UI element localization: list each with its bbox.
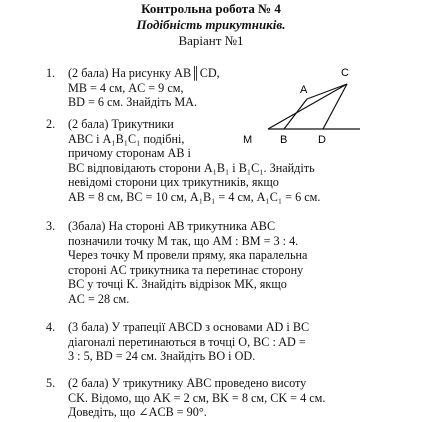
label-m: M <box>243 134 253 146</box>
task-line: (3бала) На стороні AB трикутника ABC <box>68 219 276 233</box>
label-d: D <box>318 134 326 146</box>
task-1 <box>46 66 258 110</box>
label-c: C <box>341 67 349 79</box>
task-line: Через точку M провели пряму, яка паралельна <box>68 248 308 263</box>
task-line: (2 бала) У трикутнику ABC проведено висоту <box>68 376 307 390</box>
task-line: (2 бала) На рисунку AB║CD, <box>68 66 220 80</box>
task-line: BC відповідають сторони A₁B₁ і B₁C₁. Знайдіть <box>68 160 315 175</box>
label-a: A <box>300 84 308 96</box>
task-line: BD = 6 см. Знайдіть MA. <box>68 95 198 110</box>
task-4 <box>46 320 358 364</box>
task-line: діагоналі перетинаються в точці O, BC : AD = <box>68 334 306 349</box>
task-number: 1. <box>46 66 56 80</box>
page-subtitle: Подібність трикутників. <box>136 17 286 32</box>
page-title: Контрольна робота № 4 <box>141 1 281 16</box>
task-2 <box>46 117 358 205</box>
task-number: 2. <box>46 117 56 131</box>
segment-ac <box>307 84 347 99</box>
task-line: Доведіть, що ∠ACB = 90°. <box>68 405 207 420</box>
variant-label: Варіант №1 <box>178 33 244 48</box>
task-line: (3 бала) У трапеції ABCD з основами AD і BC <box>68 320 310 334</box>
task-number: 3. <box>46 219 56 233</box>
task-line: AC = 28 см. <box>68 291 130 306</box>
task-line: BC у точці K. Знайдіть відрізок MK, якщо <box>68 277 287 292</box>
task-line: причому сторонам AB і <box>68 146 191 161</box>
task-line: 3 : 5, BD = 24 см. Знайдіть BO і OD. <box>68 349 256 364</box>
task-line: позначили точку M так, що AM : BM = 3 : 4. <box>68 233 299 248</box>
task-line: стороні AC трикутника та перетинає сторону <box>68 262 304 277</box>
task-3 <box>46 219 358 307</box>
task-line: CK. Відомо, що AK = 2 см, BK = 8 см, CK = 4 см. <box>68 390 326 405</box>
task-line: невідомі сторони цих трикутників, якщо <box>68 175 279 190</box>
task-line: ABC і A₁B₁C₁ подібні, <box>68 131 185 146</box>
task-5 <box>46 376 358 420</box>
task-line: (2 бала) Трикутники <box>68 117 174 131</box>
task-line: MB = 4 см, AC = 9 см, <box>68 80 184 95</box>
task-line: AB = 8 см, BC = 10 см, A₁B₁ = 4 см, A₁C₁ = 6 см. <box>68 189 321 204</box>
task-number: 4. <box>46 320 56 334</box>
label-b: B <box>280 134 288 146</box>
task-number: 5. <box>46 376 56 390</box>
